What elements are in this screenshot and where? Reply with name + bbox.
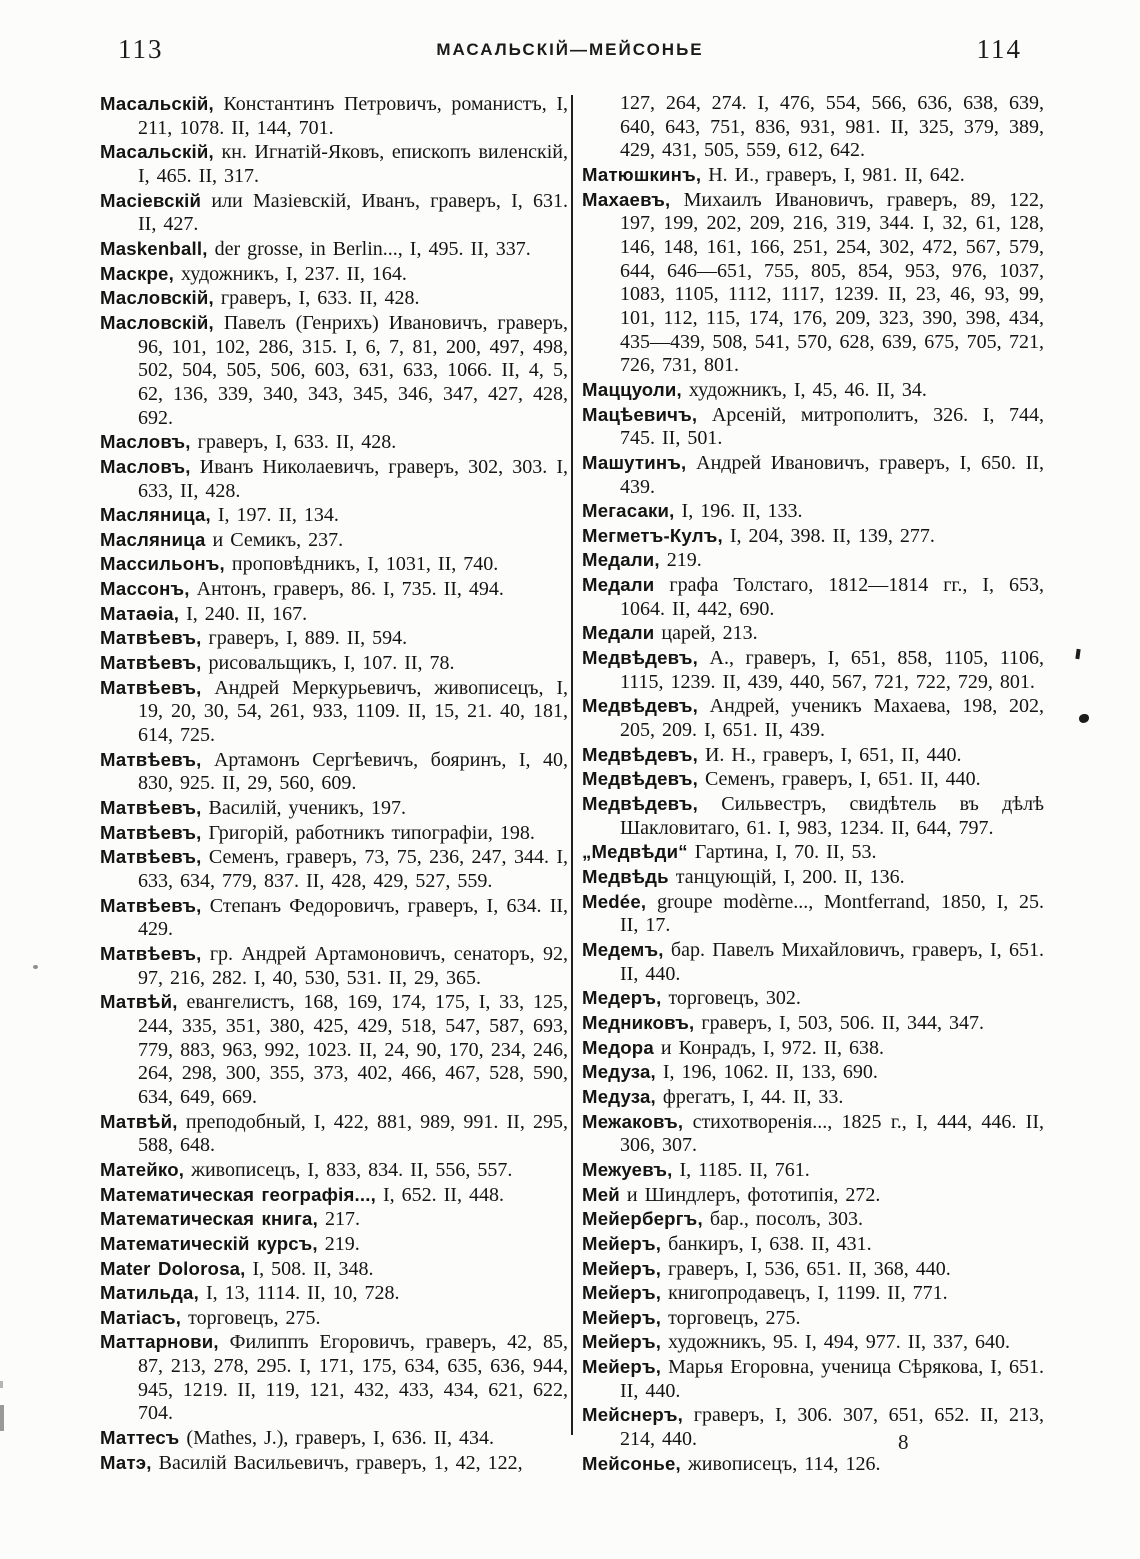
entry-text: Семенъ, граверъ, I, 651. II, 440. — [704, 768, 981, 791]
entry-text: I, 196. II, 133. — [681, 500, 803, 523]
entry-headword: Матейко, — [100, 1158, 185, 1180]
index-entry — [582, 938, 1044, 986]
index-entry — [100, 1110, 568, 1158]
index-entry — [100, 311, 568, 430]
index-entry — [582, 1110, 1044, 1158]
entry-text: кн. Игнатій-Яковъ, епископъ виленскій, I, 465. II, 317. — [138, 141, 569, 187]
entry-headword: Массильонъ, — [100, 553, 225, 575]
entry-headword: Массонъ, — [100, 578, 190, 600]
entry-headword: Мегметъ-Кулъ, — [582, 524, 723, 546]
entry-headword: Медали — [582, 574, 655, 596]
index-entry — [100, 1451, 568, 1476]
entry-text: и Шиндлеръ, фототипія, 272. — [626, 1183, 881, 1206]
entry-text: I, 652. II, 448. — [382, 1183, 504, 1206]
ink-speck — [1075, 649, 1080, 659]
entry-text: I, 1185. II, 761. — [679, 1158, 810, 1181]
entry-text: граверъ, I, 633. II, 428. — [197, 431, 397, 454]
entry-text: граверъ, I, 633. II, 428. — [220, 287, 420, 310]
index-entry — [582, 1183, 1044, 1208]
entry-text: I, 13, 1114. II, 10, 728. — [205, 1282, 400, 1305]
index-entry — [100, 1330, 568, 1426]
entry-text: Арсеній, митрополитъ, 326. I, 744, 745. II, 501. — [620, 403, 1044, 450]
entry-text: танцующій, I, 200. II, 136. — [675, 866, 905, 888]
entry-text: Андрей Ивановичъ, граверъ, I, 650. II, 439. — [620, 451, 1044, 498]
entry-headword: Медали, — [582, 549, 660, 571]
entry-text: 217. — [324, 1208, 360, 1231]
entry-text: Михаилъ Ивановичъ, граверъ, 89, 122, 197, 199, 202, 209, 216, 319, 344. I, 32, 61, 128, 146, 148, 161, 166, 251, 254, 302, 472, 567, 579, 644, 646—651, 755, 805, 854, 953, 976, 1037, 1083, 1105, 1112, 1117, 1239. II, 23, 46, 93, 99, 101, 112, 115, 174, 176, 209, 323, 390, 398, 434, 435—439, 508, 541, 570, 628, 639, 675, 705, 721, 726, 731, 801. — [620, 188, 1045, 377]
index-entry — [582, 767, 1044, 792]
entry-headword: Мейеръ, — [582, 1232, 662, 1254]
entry-text: бар. Павелъ Михайловичъ, граверъ, I, 651. II, 440. — [620, 938, 1044, 985]
entry-text: преподобный, I, 422, 881, 989, 991. II, 295, 588, 648. — [138, 1110, 568, 1157]
index-entry — [100, 189, 568, 237]
index-entry — [582, 499, 1044, 524]
page-number-left: 113 — [118, 34, 164, 64]
entry-text: художникъ, I, 45, 46. II, 34. — [688, 378, 927, 401]
entry-text: Филиппъ Егоровичъ, граверъ, 42, 85, 87, 213, 278, 295. I, 171, 175, 634, 635, 636, 944, 945, 1219. II, 119, 121, 432, 433, 434, 621, 622, 704. — [138, 1331, 569, 1425]
entry-headword: Матэ, — [100, 1451, 152, 1473]
index-entry — [582, 1158, 1044, 1183]
entry-headword: Мейеръ, — [582, 1356, 662, 1378]
index-entry — [100, 845, 568, 893]
entry-text: Андрей Меркурьевичъ, живописецъ, I, 19, 20, 30, 54, 261, 933, 1109. II, 15, 21. 40, 181, 614, 725. — [138, 676, 569, 747]
scan-edge-artifact — [0, 1381, 3, 1388]
entry-headword: Масловъ, — [100, 431, 191, 453]
entry-text: Андрей, ученикъ Махаева, 198, 202, 205, 209. I, 651. II, 439. — [620, 695, 1044, 742]
entry-text: граверъ, I, 536, 651. II, 368, 440. — [668, 1257, 951, 1280]
entry-headword: Мейсонье, — [582, 1452, 681, 1474]
entry-headword: Медвѣдевъ, — [582, 743, 698, 765]
entry-text: фрегатъ, I, 44. II, 33. — [662, 1085, 844, 1108]
index-entry — [582, 1036, 1044, 1061]
entry-text: I, 508. II, 348. — [252, 1257, 374, 1280]
index-entry — [582, 1011, 1044, 1036]
entry-text: банкиръ, I, 638. II, 431. — [668, 1232, 872, 1255]
entry-text: Гартина, I, 70. II, 53. — [694, 841, 877, 864]
entry-text: бар., посолъ, 303. — [709, 1208, 864, 1231]
entry-headword: Матвѣевъ, — [100, 797, 202, 819]
entry-headword: Маттесъ — [100, 1427, 180, 1449]
page-number-right: 114 — [976, 34, 1022, 64]
entry-headword: Медвѣдевъ, — [582, 768, 698, 790]
index-entry — [100, 528, 568, 553]
entry-headword: Медемъ, — [582, 938, 664, 960]
entry-headword: Матаѳіа, — [100, 602, 180, 624]
index-entry — [100, 262, 568, 287]
entry-headword: Матвѣевъ, — [100, 821, 202, 843]
entry-text: 219. — [324, 1232, 360, 1255]
index-entry — [582, 646, 1044, 694]
entry-headword: Maskenball, — [100, 237, 208, 259]
entry-headword: Масіевскій — [100, 189, 202, 211]
entry-headword: Матюшкинъ, — [582, 163, 702, 185]
entry-text: проповѣдникъ, I, 1031, II, 740. — [231, 553, 499, 576]
entry-text: художникъ, I, 237. II, 164. — [180, 262, 407, 285]
entry-headword: Масловскій, — [100, 311, 214, 333]
entry-headword: Межаковъ, — [582, 1110, 684, 1132]
index-entry — [100, 140, 568, 188]
index-entry — [582, 451, 1044, 499]
entry-headword: Матвѣевъ, — [100, 942, 202, 964]
entry-text: живописецъ, 114, 126. — [687, 1452, 881, 1475]
index-entry — [582, 524, 1044, 549]
index-column-right — [582, 92, 1044, 1476]
entry-headword: Матвѣй, — [100, 991, 178, 1013]
index-entry — [582, 188, 1044, 378]
index-entry — [582, 573, 1044, 621]
entry-text: и Семикъ, 237. — [212, 528, 344, 551]
entry-headword: Матвѣевъ, — [100, 676, 202, 698]
index-entry — [100, 1257, 568, 1282]
entry-text: И. Н., граверъ, I, 651, II, 440. — [704, 743, 962, 766]
index-entry — [100, 1426, 568, 1451]
entry-text: Н. И., граверъ, I, 981. II, 642. — [708, 163, 965, 186]
index-entry — [582, 743, 1044, 768]
entry-headword: Medée, — [582, 890, 647, 912]
index-entry — [100, 990, 568, 1109]
entry-text: der grosse, in Berlin..., I, 495. II, 337. — [214, 237, 531, 260]
entry-headword: Медниковъ, — [582, 1011, 695, 1033]
entry-text: Сильвестръ, свидѣтель въ дѣлѣ Шакловитаго, 61. I, 983, 1234. II, 644, 797. — [620, 793, 1044, 839]
entry-headword: Мейеръ, — [582, 1282, 662, 1304]
index-entry — [582, 890, 1044, 938]
entry-text: Василій, ученикъ, 197. — [208, 797, 406, 820]
entry-headword: Матвѣевъ, — [100, 846, 202, 868]
entry-headword: Медали — [582, 622, 655, 644]
entry-text: евангелистъ, 168, 169, 174, 175, I, 33, 125, 244, 335, 351, 380, 425, 429, 518, 547, 587, 693, 779, 883, 963, 992, 1023. II, 24, 90, 170, 234, 246, 264, 298, 300, 355, 373, 402, 466, 467, 528, 590, 634, 649, 669. — [138, 991, 568, 1108]
entry-text: Григорій, работникъ типографіи, 198. — [208, 821, 535, 844]
index-entry — [100, 651, 568, 676]
index-entry — [582, 378, 1044, 403]
entry-text: I, 196, 1062. II, 133, 690. — [662, 1061, 878, 1084]
index-entry — [100, 1306, 568, 1331]
page-header — [100, 34, 1040, 68]
index-entry — [100, 1183, 568, 1208]
index-entry — [100, 748, 568, 796]
entry-headword: Межуевъ, — [582, 1158, 673, 1180]
index-entry — [100, 626, 568, 651]
index-entry — [582, 163, 1044, 188]
entry-headword: Маттарнови, — [100, 1331, 219, 1353]
index-entry — [100, 676, 568, 748]
index-entry — [100, 796, 568, 821]
entry-headword: Мейеръ, — [582, 1306, 662, 1328]
entry-text: А., граверъ, I, 651, 858, 1105, 1106, 1115, 1239. II, 439, 440, 567, 721, 722, 729, 801. — [620, 647, 1045, 693]
index-entry — [100, 602, 568, 627]
entry-text: торговецъ, 275. — [668, 1306, 801, 1329]
index-columns — [100, 92, 1044, 1476]
entry-headword: Медвѣдевъ, — [582, 793, 698, 815]
entry-headword: Мейеръ, — [582, 1331, 662, 1353]
entry-text: Константинъ Петровичъ, романистъ, I, 211, 1078. II, 144, 701. — [138, 93, 568, 139]
entry-text: или Мазіевскій, Иванъ, граверъ, I, 631. II, 427. — [138, 189, 569, 236]
entry-headword: Махаевъ, — [582, 188, 671, 210]
entry-text: гр. Андрей Артамоновичъ, сенаторъ, 92, 97, 216, 282. I, 40, 530, 531. II, 29, 365. — [138, 942, 568, 989]
entry-headword: Математическая географія..., — [100, 1183, 376, 1205]
index-entry — [100, 1207, 568, 1232]
entry-text: Марья Егоровна, ученица Сѣрякова, I, 651. II, 440. — [620, 1356, 1044, 1402]
entry-headword: Матвѣевъ, — [100, 748, 202, 770]
index-entry — [100, 577, 568, 602]
entry-text: Павелъ (Генрихъ) Ивановичъ, граверъ, 96, 101, 102, 286, 315. I, 6, 7, 81, 200, 497, 498, 502, 504, 505, 506, 603, 631, 633, 1066. II, 4, 5, 62, 136, 339, 340, 343, 345, 346, 347, 427, 428, 692. — [138, 311, 569, 429]
signature-mark: 8 — [898, 1430, 909, 1454]
entry-headword: Маскре, — [100, 262, 174, 284]
entry-text: графа Толстаго, 1812—1814 гг., I, 653, 1064. II, 442, 690. — [620, 574, 1044, 620]
entry-text: I, 204, 398. II, 139, 277. — [729, 524, 935, 547]
index-entry — [582, 1330, 1044, 1355]
entry-text: рисовальщикъ, I, 107. II, 78. — [208, 652, 455, 675]
entry-text: 219. — [666, 549, 702, 572]
entry-headword: Медуза, — [582, 1061, 656, 1083]
entry-headword: Матвѣевъ, — [100, 894, 202, 916]
index-entry — [100, 92, 568, 140]
index-entry — [582, 1355, 1044, 1403]
entry-headword: Математическій курсъ, — [100, 1232, 318, 1254]
index-entry — [582, 840, 1044, 865]
entry-headword: Масловъ, — [100, 455, 191, 477]
index-entry — [582, 621, 1044, 646]
index-entry — [582, 1232, 1044, 1257]
index-entry — [100, 286, 568, 311]
entry-text: Степанъ Федоровичъ, граверъ, I, 634. II, 429. — [138, 894, 569, 941]
entry-headword: Мейеръ, — [582, 1257, 662, 1279]
entry-continuation — [582, 92, 1044, 163]
entry-headword: Медвѣдевъ, — [582, 647, 698, 669]
entry-headword: Масловскій, — [100, 287, 214, 309]
index-entry — [582, 1085, 1044, 1110]
index-entry — [100, 455, 568, 503]
entry-headword: „Медвѣди“ — [582, 841, 688, 863]
index-entry — [582, 1281, 1044, 1306]
index-column-left — [100, 92, 568, 1476]
entry-headword: Медвѣдь — [582, 866, 669, 887]
entry-text: Василій Васильевичъ, граверъ, 1, 42, 122, — [158, 1451, 523, 1474]
index-entry — [100, 552, 568, 577]
entry-headword: Медора — [582, 1036, 654, 1058]
entry-headword: Мейснеръ, — [582, 1404, 684, 1426]
index-entry — [582, 1257, 1044, 1282]
index-entry — [582, 865, 1044, 890]
index-entry — [100, 430, 568, 455]
index-entry — [582, 548, 1044, 573]
entry-headword: Мей — [582, 1183, 620, 1205]
entry-text: I, 197. II, 134. — [217, 504, 339, 527]
index-entry — [582, 1403, 1044, 1451]
entry-headword: Матвѣевъ, — [100, 627, 202, 649]
entry-text: Артамонъ Сергѣевичъ, бояринъ, I, 40, 830, 925. II, 29, 560, 609. — [138, 748, 569, 795]
entry-headword: Матвѣевъ, — [100, 652, 202, 674]
index-entry — [100, 1281, 568, 1306]
entry-text: Иванъ Николаевичъ, граверъ, 302, 303. I, 633, II, 428. — [138, 455, 569, 502]
entry-text: граверъ, I, 889. II, 594. — [208, 627, 408, 650]
index-entry — [582, 403, 1044, 451]
entry-headword: Медуза, — [582, 1085, 656, 1107]
entry-headword: Масальскій, — [100, 93, 214, 114]
entry-headword: Мацѣевичъ, — [582, 403, 698, 425]
entry-headword: Масальскій, — [100, 141, 214, 163]
index-entry — [100, 1158, 568, 1183]
entry-headword: Медвѣдевъ, — [582, 695, 698, 717]
index-entry — [100, 894, 568, 942]
entry-headword: Масляница — [100, 528, 206, 550]
index-entry — [582, 1207, 1044, 1232]
entry-text: торговецъ, 302. — [668, 987, 801, 1010]
entry-text: торговецъ, 275. — [188, 1306, 321, 1329]
column-divider-rule — [571, 95, 573, 1435]
index-entry — [582, 1452, 1044, 1477]
entry-text: книгопродавецъ, I, 1199. II, 771. — [668, 1282, 948, 1305]
entry-text: I, 240. II, 167. — [186, 602, 308, 625]
ink-speck — [1079, 714, 1089, 723]
index-entry — [100, 237, 568, 262]
entry-headword: Матильда, — [100, 1282, 199, 1304]
index-entry — [582, 792, 1044, 840]
entry-headword: Маццуоли, — [582, 378, 682, 400]
entry-text: царей, 213. — [661, 622, 758, 645]
entry-text: и Конрадъ, I, 972. II, 638. — [660, 1036, 885, 1059]
index-entry — [582, 986, 1044, 1011]
index-entry — [100, 1232, 568, 1257]
scan-edge-artifact — [0, 1405, 4, 1431]
entry-text: художникъ, 95. I, 494, 977. II, 337, 640. — [668, 1331, 1011, 1354]
index-entry — [582, 694, 1044, 742]
ink-speck — [33, 965, 38, 969]
index-entry — [582, 1306, 1044, 1331]
entry-headword: Мейербергъ, — [582, 1208, 703, 1230]
entry-text: граверъ, I, 306. 307, 651, 652. II, 213, 214, 440. — [620, 1404, 1045, 1451]
entry-headword: Матвѣй, — [100, 1110, 178, 1132]
entry-headword: Матіасъ, — [100, 1306, 182, 1328]
entry-headword: Масляница, — [100, 504, 211, 526]
entry-headword: Мегасаки, — [582, 500, 675, 522]
index-entry — [100, 503, 568, 528]
entry-headword: Математическая книга, — [100, 1208, 318, 1230]
entry-text: граверъ, I, 503, 506. II, 344, 347. — [701, 1011, 985, 1034]
entry-text: живописецъ, I, 833, 834. II, 556, 557. — [191, 1158, 513, 1181]
entry-text: Семенъ, граверъ, 73, 75, 236, 247, 344. I, 633, 634, 779, 837. II, 428, 429, 527, 559. — [138, 846, 569, 892]
entry-text: стихотворенія..., 1825 г., I, 444, 446. II, 306, 307. — [620, 1110, 1045, 1157]
entry-text: 127, 264, 274. I, 476, 554, 566, 636, 638, 639, 640, 643, 751, 836, 931, 981. II, 325, 379, 389, 429, 431, 505, 559, 612, 642. — [620, 92, 1044, 162]
entry-headword: Машутинъ, — [582, 451, 687, 473]
running-title: МАСАЛЬСКІЙ—МЕЙСОНЬЕ — [436, 40, 704, 59]
index-entry — [100, 821, 568, 846]
entry-text: groupe modèrne..., Montferrand, 1850, I, 25. II, 17. — [620, 890, 1044, 937]
entry-headword: Mater Dolorosa, — [100, 1257, 246, 1279]
entry-text: Антонъ, граверъ, 86. I, 735. II, 494. — [196, 578, 504, 601]
entry-headword: Медеръ, — [582, 987, 662, 1009]
index-entry — [582, 1060, 1044, 1085]
index-entry — [100, 942, 568, 990]
entry-text: (Mathes, J.), граверъ, I, 636. II, 434. — [186, 1427, 495, 1450]
